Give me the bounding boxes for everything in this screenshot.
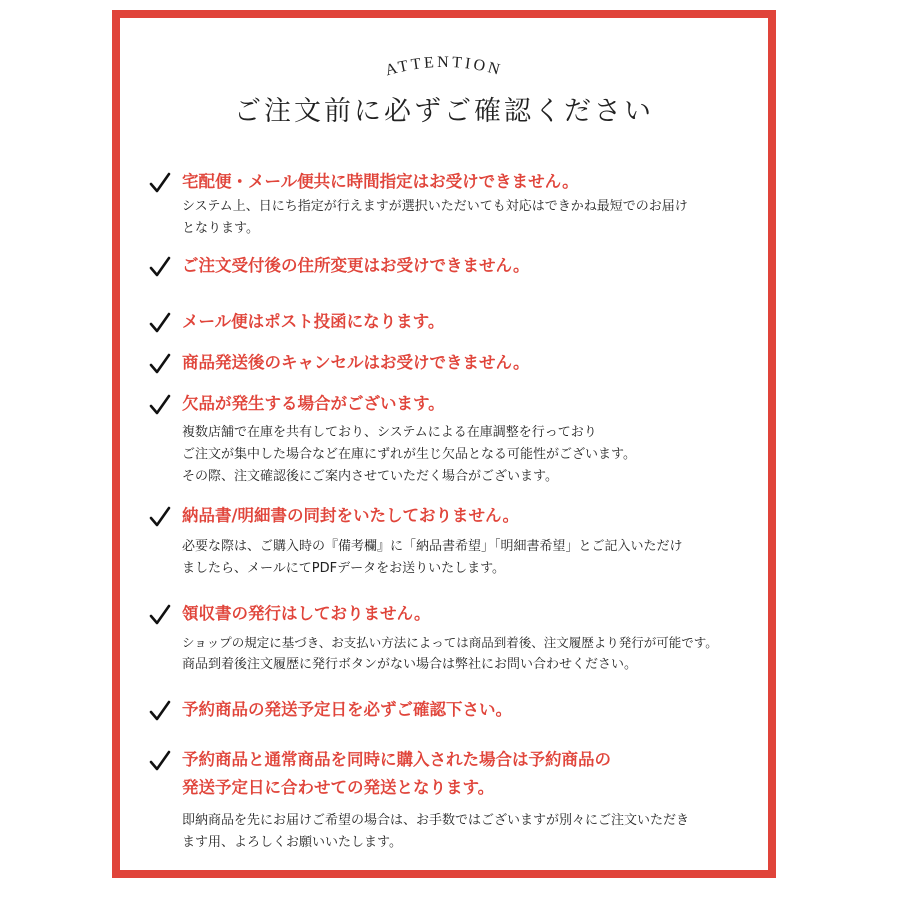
check-icon [148,505,172,529]
notice-heading: 欠品が発生する場合がございます。 [182,394,445,413]
check-icon [148,393,172,417]
notice-text: 複数店舗で在庫を共有しており、システムによる在庫調整を行っており [182,425,597,440]
check-icon [148,311,172,335]
notice-heading: メール便はポスト投函になります。 [182,312,445,331]
notice-text: 即納商品を先にお届けご希望の場合は、お手数ではございますが別々にご注文いただき [182,813,690,828]
check-icon [148,603,172,627]
notice-text: 必要な際は、ご購入時の『備考欄』に「納品書希望」「明細書希望」とご記入いただけ [182,539,683,554]
check-icon [148,171,172,195]
notice-heading: 予約商品と通常商品を同時に購入された場合は予約商品の [182,750,611,769]
notice-heading: 領収書の発行はしておりません。 [182,604,431,623]
notice-text: となります。 [182,221,259,236]
check-icon [148,749,172,773]
notice-heading: 商品発送後のキャンセルはお受けできません。 [182,353,530,372]
notice-text: その際、注文確認後にご案内させていただく場合がございます。 [182,469,558,484]
attention-heading [120,44,768,84]
check-icon [148,255,172,279]
notice-heading-continued: 発送予定日に合わせての発送となります。 [182,778,495,797]
attention-label: ATTENTION [383,53,505,80]
check-icon [148,352,172,376]
notice-text: ましたら、メールにてPDFデータをお送りいたします。 [182,561,506,576]
notice-heading: 納品書/明細書の同封をいたしておりません。 [182,506,520,525]
notice-text: ショップの規定に基づき、お支払い方法によっては商品到着後、注文履歴より発行が可能です。 [182,635,718,650]
attention-frame [112,10,776,878]
page-title: ご注文前に必ずご確認ください [234,96,654,127]
svg-text:ATTENTION [384,54,505,79]
notice-text: システム上、日にち指定が行えますが選択いただいても対応はできかね最短でのお届け [182,199,688,214]
check-icon [148,699,172,723]
notice-heading: 予約商品の発送予定日を必ずご確認下さい。 [182,700,512,719]
notice-text: 商品到着後注文履歴に発行ボタンがない場合は弊社にお問い合わせください。 [182,657,638,672]
notice-heading: ご注文受付後の住所変更はお受けできません。 [182,256,530,275]
notice-text: ます用、よろしくお願いいたします。 [182,835,402,850]
notice-text: ご注文が集中した場合など在庫にずれが生じ欠品となる可能性がございます。 [182,447,636,462]
notice-heading: 宅配便・メール便共に時間指定はお受けできません。 [182,172,579,191]
